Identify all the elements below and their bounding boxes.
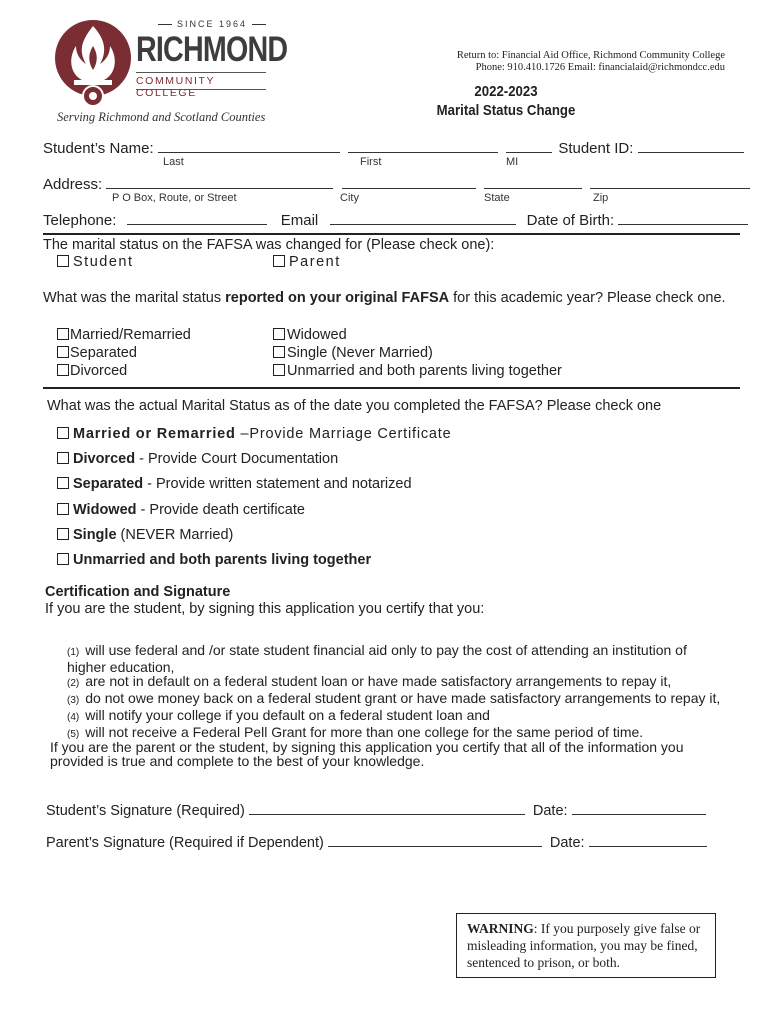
option-parent[interactable] xyxy=(273,254,341,270)
checkbox[interactable] xyxy=(57,328,69,340)
logo-subtitle-text: COMMUNITY COLLEGE xyxy=(136,75,215,99)
student-name-label: Student’s Name: xyxy=(43,140,154,157)
student-name-row xyxy=(43,138,744,157)
name-part-last: Last xyxy=(163,156,184,168)
cert-item-number: (5) xyxy=(67,729,80,740)
certification-closing: If you are the parent or the student, by signing this application you certify that all of the information you provided is true and complete to the best of your knowledge. xyxy=(50,739,684,769)
option-label: Widowed xyxy=(287,327,347,343)
return-address: Return to: Financial Aid Office, Richmond Community College xyxy=(456,50,725,61)
telephone-input[interactable] xyxy=(127,210,267,225)
option-bold-label: Single xyxy=(73,526,117,543)
original-status-question xyxy=(43,290,733,307)
student-id-label: Student ID: xyxy=(558,140,634,157)
warning-label: WARNING xyxy=(467,921,534,936)
checkbox[interactable] xyxy=(57,553,69,565)
checkbox[interactable] xyxy=(57,477,69,489)
cert-item-text: will notify your college if you default on a federal student loan and xyxy=(85,707,490,723)
divider xyxy=(43,233,740,235)
student-checkbox[interactable] xyxy=(57,255,69,267)
option-student-label: Student xyxy=(73,254,134,270)
cert-item-number: (4) xyxy=(67,712,80,723)
option-detail: - Provide written statement and notarized xyxy=(143,476,412,493)
cert-item xyxy=(67,643,729,674)
parent-date-label: Date: xyxy=(549,835,585,851)
name-part-first: First xyxy=(360,156,382,168)
checkbox[interactable] xyxy=(273,346,285,358)
question-text-bold: reported on your original FAFSA xyxy=(225,290,450,306)
option-widowed[interactable] xyxy=(273,326,562,344)
address-row xyxy=(43,174,750,193)
checkbox[interactable] xyxy=(57,452,69,464)
option-parent-label: Parent xyxy=(289,254,341,270)
option-detail: - Provide Court Documentation xyxy=(135,451,339,468)
option-unmarried[interactable] xyxy=(273,362,562,380)
option-widowed-actual[interactable] xyxy=(57,498,451,523)
option-divorced[interactable] xyxy=(57,362,191,380)
checkbox[interactable] xyxy=(57,503,69,515)
form-year: 2022-2023 xyxy=(474,83,538,100)
checkbox[interactable] xyxy=(57,346,69,358)
cert-item-number: (1) xyxy=(67,647,80,658)
fafsa-change-question: The marital status on the FAFSA was changed for (Please check one): xyxy=(43,237,495,253)
dob-input[interactable] xyxy=(618,210,748,225)
option-bold-label: Married or Remarried xyxy=(73,426,236,442)
option-single-actual[interactable] xyxy=(57,523,451,548)
telephone-label: Telephone: xyxy=(43,212,117,229)
option-label: Unmarried and both parents living together xyxy=(287,363,562,379)
cert-item-text: will use federal and /or state student financial aid only to pay the cost of attending an institution of higher education, xyxy=(67,642,687,675)
address-part-zip: Zip xyxy=(593,192,609,204)
option-single[interactable] xyxy=(273,344,562,362)
option-bold-label: Separated xyxy=(73,476,144,493)
student-date-input[interactable] xyxy=(572,800,706,815)
option-unmarried-actual[interactable] xyxy=(57,548,451,573)
cert-item xyxy=(67,674,729,691)
student-date-label: Date: xyxy=(532,803,568,819)
return-contact: Phone: 910.410.1726 Email: financialaid@richmondcc.edu xyxy=(475,62,725,73)
state-input[interactable] xyxy=(484,174,582,189)
logo-name-text: RICHMOND xyxy=(136,30,288,69)
address-part-state: State xyxy=(484,192,510,204)
actual-status-question: What was the actual Marital Status as of the date you completed the FAFSA? Please check one xyxy=(47,398,662,414)
parent-checkbox[interactable] xyxy=(273,255,285,267)
first-name-input[interactable] xyxy=(348,138,498,153)
option-married-remarried-actual[interactable] xyxy=(57,422,451,447)
option-married-remarried[interactable] xyxy=(57,326,191,344)
cert-item-text: do not owe money back on a federal student grant or have made satisfactory arrangements to repay it, xyxy=(85,690,721,706)
option-bold-label: Widowed xyxy=(73,501,137,518)
city-input[interactable] xyxy=(342,174,476,189)
question-text-before: What was the marital status xyxy=(43,290,226,306)
warning-text: : If you purposely give false or misleading information, you may be fined, sentenced to prison, or both. xyxy=(467,921,701,970)
student-signature-label: Student’s Signature (Required) xyxy=(46,803,245,819)
option-student[interactable] xyxy=(57,254,134,270)
college-logo xyxy=(52,16,288,106)
address-part-city: City xyxy=(340,192,359,204)
checkbox[interactable] xyxy=(57,528,69,540)
option-divorced-actual[interactable] xyxy=(57,447,451,472)
address-part-street: P O Box, Route, or Street xyxy=(112,192,237,204)
cert-item-number: (2) xyxy=(67,678,80,689)
parent-date-input[interactable] xyxy=(589,832,707,847)
student-signature-input[interactable] xyxy=(249,800,525,815)
option-bold-label: Divorced xyxy=(73,451,136,468)
student-id-input[interactable] xyxy=(638,138,744,153)
divider xyxy=(43,387,740,389)
option-label: Separated xyxy=(70,345,137,361)
cert-item-number: (3) xyxy=(67,695,80,706)
flame-emblem-icon xyxy=(52,16,134,106)
parent-signature-label: Parent’s Signature (Required if Dependent) xyxy=(46,835,324,851)
return-info xyxy=(457,50,725,74)
email-label: Email xyxy=(280,212,319,229)
last-name-input[interactable] xyxy=(158,138,340,153)
cert-item-text: are not in default on a federal student loan or have made satisfactory arrangements to repay it, xyxy=(85,673,672,689)
student-signature-row xyxy=(46,800,706,819)
cert-item xyxy=(67,691,729,708)
zip-input[interactable] xyxy=(590,174,750,189)
original-status-col-left xyxy=(57,326,191,380)
name-part-mi: MI xyxy=(506,156,519,168)
address-label: Address: xyxy=(43,176,103,193)
form-title: Marital Status Change xyxy=(436,102,576,119)
parent-signature-row xyxy=(46,832,707,851)
question-text-after: for this academic year? Please check one. xyxy=(449,290,726,306)
telephone-row xyxy=(43,210,748,229)
option-label: Single (Never Married) xyxy=(287,345,433,361)
actual-status-options xyxy=(57,422,451,573)
form-title-block xyxy=(418,82,594,120)
tagline: Serving Richmond and Scotland Counties xyxy=(57,110,266,124)
logo-since-text: SINCE 1964 xyxy=(176,19,248,29)
dob-label: Date of Birth: xyxy=(526,212,615,229)
checkbox[interactable] xyxy=(57,364,69,376)
option-detail: - Provide death certificate xyxy=(136,501,305,518)
checkbox[interactable] xyxy=(273,364,285,376)
certification-intro: If you are the student, by signing this application you certify that you: xyxy=(45,601,485,617)
checkbox[interactable] xyxy=(273,328,285,340)
cert-item-text: will not receive a Federal Pell Grant for more than one college for the same period of time. xyxy=(85,724,644,740)
checkbox[interactable] xyxy=(57,427,69,439)
certification-heading: Certification and Signature xyxy=(45,584,231,600)
option-detail: (NEVER Married) xyxy=(116,526,234,543)
option-detail: –Provide Marriage Certificate xyxy=(235,426,452,442)
option-separated-actual[interactable] xyxy=(57,472,451,497)
original-status-col-right xyxy=(273,326,562,380)
option-label: Divorced xyxy=(70,363,128,379)
email-input[interactable] xyxy=(330,210,516,225)
certification-list xyxy=(67,643,729,742)
mi-input[interactable] xyxy=(506,138,552,153)
option-bold-label: Unmarried and both parents living together xyxy=(73,552,372,569)
option-separated[interactable] xyxy=(57,344,191,362)
parent-signature-input[interactable] xyxy=(328,832,542,847)
cert-item xyxy=(67,708,729,725)
street-input[interactable] xyxy=(106,174,333,189)
option-label: Married/Remarried xyxy=(70,327,191,343)
warning-box xyxy=(456,913,716,978)
